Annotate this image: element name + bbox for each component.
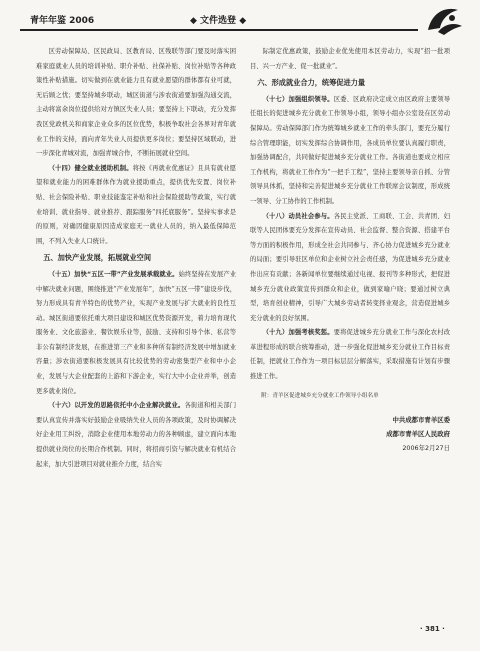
paragraph-16 bbox=[36, 399, 236, 472]
page-header bbox=[0, 0, 480, 36]
paragraph-17 bbox=[250, 93, 450, 210]
item-heading: 动员社会参与。 bbox=[288, 212, 334, 220]
item-text: 各民主党派、工商联、工会、共青团、妇联等人民团体要充分发挥在宣传动员、社会监督、整合资源、搭建平台等方面的积极作用，形成全社会共同参与、齐心协力促进城乡充分就业的局面；要引导驻区单位和企业树立社会责任感，为促进城乡充分就业作出应有贡献；各新闻单位要继续通过电视、报刊等多种形式，把促进城乡充分就业政策宣传到群众和企业，做到家喻户晓；要通过树立典型，培育创业精神，引导广大城乡劳动者转变择业观念，营造促进城乡充分就业的良好氛围。 bbox=[250, 212, 451, 322]
item-text: 将按《再就业优惠证》且具有就业愿望和就业能力的困难群体作为就业援助重点，提供优先安置、岗位补贴、社会保险补贴、职业技能鉴定补贴和社会保险援助等政策，实行就业培训、就业指导、就业推荐、跟踪服务“四托底服务”。坚持实事求是的原则，对确因健康原因造成家庭无一就业人员的，纳入最低保障范围，不列入失业人口统计。 bbox=[36, 164, 237, 245]
paragraph: 区劳动保障局、区民政局、区教育局、区残联等部门要及时落实困难家庭就业人员的培训补贴、职介补贴、社保补贴、岗位补贴等各种政策性补贴措施。切实做到在就业能力且有就业愿望的群体都有业可就，无后顾之忧；要坚持城乡联动，城区街道与涉农街道要加强沟通交流，主动将富余岗位提供给对方镇区失业人员；要坚持上下联动，充分发挥我区党政机关和商家企业众多的区位优势，积极争取社会各界对青年就业工作的支持，面向青年失业人员提供更多岗位；要坚持区域联动，进一步深化青城对流，加强青城合作，不断拓展就业空间。 bbox=[36, 48, 236, 158]
signature-block bbox=[250, 413, 450, 455]
section-title: ◆ 文件选登 ◆ bbox=[190, 16, 247, 26]
left-column bbox=[36, 45, 236, 472]
paragraph-18 bbox=[250, 210, 450, 327]
issue-date: 2006年2月27日 bbox=[402, 443, 450, 452]
item-heading: 健全就业援助机制。 bbox=[74, 164, 133, 172]
item-text: 区委、区政府决定成立由区政府主要领导任组长的促进城乡充分就业工作领导小组，领导小组办公室设在区劳动保障局。劳动保障部门作为统筹城乡就业工作的牵头部门，要充分履行综合管理职能，切实发挥综合协调作用，各成员单位要认真履行职责，加强协调配合，共同做好促进城乡充分就业工作。各街道也要成立相应工作机构，将就业工作作为“一把手工程”，坚持主要领导亲自抓、分管领导具体抓，坚持和完善促进城乡充分就业工作联席会议制度，形成统一领导、分工协作的工作机制。 bbox=[250, 95, 451, 205]
header-rule bbox=[20, 29, 418, 31]
yearbook-logo bbox=[424, 4, 464, 36]
item-text: 各街道和相关部门要认真宣传并落实好鼓励企业吸纳失业人员的各项政策，及时协调解决好企业用工纠纷，消除企业使用本地劳动力的各种顾虑，建立面向本地提供就业岗位的长期合作机制。同时，将招商引资与解决就业有机结合起来，加大引进项目对就业推介力度，结合实 bbox=[36, 402, 237, 468]
page-number: · 381 · bbox=[420, 625, 445, 633]
item-label: （十八） bbox=[262, 212, 289, 220]
section-heading-5: 五、加快产业发展，拓展就业空间 bbox=[43, 253, 152, 263]
item-label: （十五） bbox=[48, 270, 75, 278]
item-heading: 加强考核奖惩。 bbox=[288, 329, 334, 337]
item-heading: 加强组织领导。 bbox=[288, 95, 334, 103]
item-text: 要将促进城乡充分就业工作与深化农村改革进程形成的联合统筹推动，进一步强化促进城乡充分就业工作目标责任制，把就业工作作为一项目标层层分解落实，采取措施有计划有步骤推进工作。 bbox=[250, 329, 451, 381]
paragraph-14 bbox=[36, 162, 236, 250]
right-column bbox=[250, 45, 450, 455]
item-heading: 以开发的思路依托中小企业解决就业。 bbox=[74, 402, 185, 410]
section-heading-6: 六、形成就业合力，统筹促进力量 bbox=[257, 78, 366, 88]
paragraph: 际制定优惠政策，鼓励企业优先使用本区劳动力，实现“招一批项目、兴一方产业、促一批就业”。 bbox=[250, 48, 450, 70]
issuer-party-committee: 中共成都市青羊区委 bbox=[392, 415, 450, 424]
item-heading: 加快“五区一带”产业发展承载就业。 bbox=[74, 270, 179, 278]
item-label: （十六） bbox=[48, 402, 75, 410]
item-label: （十九） bbox=[262, 329, 289, 337]
paragraph-19 bbox=[250, 326, 450, 384]
paragraph-15 bbox=[36, 268, 236, 399]
item-label: （十七） bbox=[262, 95, 289, 103]
attachment-note: 附：青羊区促进城乡充分就业工作领导小组名单 bbox=[261, 392, 379, 399]
item-label: （十四） bbox=[48, 164, 75, 172]
book-title: 青年年鉴 2006 bbox=[30, 16, 95, 26]
issuer-government: 成都市青羊区人民政府 bbox=[386, 429, 450, 438]
item-text: 始终坚持在发展产业中解决就业问题，围绕推进“产业发展年”，加快“五区一带”建设步伐，努力形成具有青羊特色的优势产业，实现产业发展与扩大就业的良性互动。城区街道要依托重大项目建设和城区优势资源开发，着力培育现代服务业、文化旅游业、餐饮娱乐业等，鼓励、支持和引导个体、私营等非公有制经济发展，在推进第三产业和多种所有制经济发展中增加就业容量；涉农街道要积极发展具有比较优势的劳动密集型产业和中小企业，发展与大企业配套的上游和下游企业，实行大中小企业并举，创造更多就业岗位。 bbox=[36, 270, 237, 395]
